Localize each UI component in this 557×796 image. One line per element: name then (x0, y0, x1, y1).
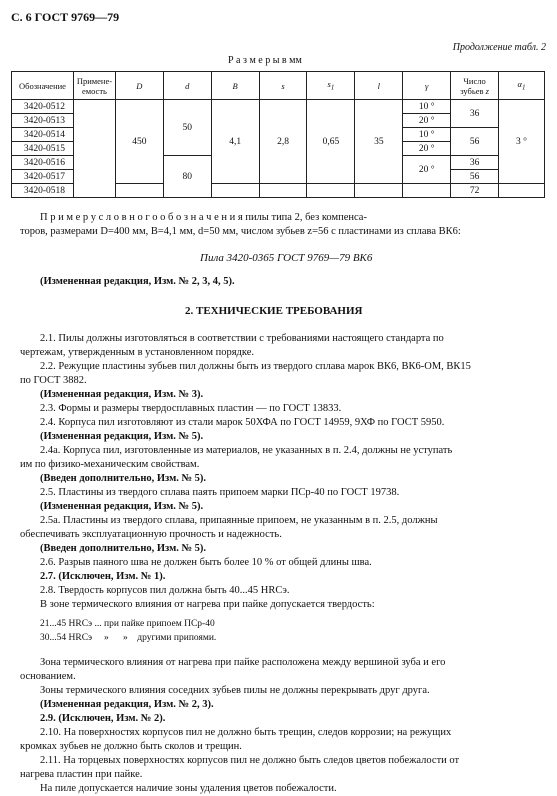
edition-note: (Введен дополнительно, Изм. № 5). (40, 543, 207, 554)
teeth-cell: 72 (451, 184, 499, 198)
example-line-1: П р и м е р у с л о в н о г о о б о з н а ч е н и я пилы типа 2, без компенса- (40, 212, 367, 223)
paragraph-line: 2.5. Пластины из твердого сплава паять припоем марки ПСр-40 по ГОСТ 19738. (40, 487, 400, 498)
paragraph-line: 2.6. Разрыв паяного шва не должен быть более 10 % от общей длины шва. (40, 557, 372, 568)
paragraph-line: 2.10. На поверхностях корпусов пил не должно быть трещин, следов коррозии; на режущих (40, 727, 452, 738)
paragraph-line: им по физико-механическим свойствам. (20, 459, 200, 470)
teeth-cell: 36 (451, 156, 499, 170)
application-cell (73, 100, 115, 198)
s-cell-empty (259, 184, 307, 198)
paragraph-line: нагрева пластин при пайке. (20, 769, 143, 780)
paragraph-line: 2.8. Твердость корпусов пил должна быть 40...45 HRCэ. (40, 585, 290, 596)
header-B: B (211, 72, 259, 100)
alpha-cell: 3 ° (499, 100, 545, 184)
header-D: D (115, 72, 163, 100)
header-application: Примене- емость (73, 72, 115, 100)
example-designation: Пила 3420-0365 ГОСТ 9769—79 ВК6 (200, 252, 373, 264)
header-l: l (355, 72, 403, 100)
designation-cell: 3420-0515 (12, 142, 74, 156)
header-alpha: $\alpha_1$ (499, 72, 545, 100)
dimensions-table (11, 71, 545, 198)
gamma-cell: 10 ° (403, 100, 451, 114)
edition-note: (Измененная редакция, Изм. № 5). (40, 501, 204, 512)
paragraph-line: 2.7. (Исключен, Изм. № 1). (40, 571, 166, 582)
header-teeth: Число зубьев z (451, 72, 499, 100)
designation-cell: 3420-0516 (12, 156, 74, 170)
hardness-line-2: 30...54 HRCэ » » другими припоями. (40, 633, 217, 643)
header-gamma: γ (403, 72, 451, 100)
d-cell: 50 (163, 100, 211, 156)
s-cell: 2,8 (259, 100, 307, 184)
designation-cell: 3420-0514 (12, 128, 74, 142)
paragraph-line: Зона термического влияния от нагрева при пайке расположена между вершиной зуба и его (40, 657, 446, 668)
s1-cell: 0,65 (307, 100, 355, 184)
paragraph-line: основанием. (20, 671, 76, 682)
hardness-line-1: 21...45 HRCэ ... при пайке припоем ПСр-40 (40, 619, 215, 629)
paragraph-line: 2.1. Пилы должны изготовляться в соответствии с требованиями настоящего стандарта по (40, 333, 444, 344)
B-cell: 4,1 (211, 100, 259, 184)
designation-cell: 3420-0518 (12, 184, 74, 198)
teeth-cell: 36 (451, 100, 499, 128)
gamma-cell: 20 ° (403, 142, 451, 156)
example-edition-note: (Измененная редакция, Изм. № 2, 3, 4, 5). (40, 276, 235, 287)
table-header-row (12, 72, 545, 100)
header-d: d (163, 72, 211, 100)
designation-cell: 3420-0513 (12, 114, 74, 128)
paragraph-line: по ГОСТ 3882. (20, 375, 87, 386)
designation-cell: 3420-0512 (12, 100, 74, 114)
example-line-2: торов, размерами D=400 мм, B=4,1 мм, d=50 мм, числом зубьев z=56 с пластинами из сплава ВК6: (20, 226, 461, 237)
paragraph-line: 2.5а. Пластины из твердого сплава, припаянные припоем, не указанным в п. 2.5, должны (40, 515, 438, 526)
paragraph-line: 2.3. Формы и размеры твердосплавных пластин — по ГОСТ 13833. (40, 403, 342, 414)
gamma-cell: 10 ° (403, 128, 451, 142)
header-s: s (259, 72, 307, 100)
gamma-cell-empty (403, 184, 451, 198)
paragraph-line: обеспечивать эксплуатационную прочность и надежность. (20, 529, 282, 540)
designation-cell: 3420-0517 (12, 170, 74, 184)
units-caption: Р а з м е р ы в мм (228, 55, 302, 66)
alpha-cell-empty (499, 184, 545, 198)
table-continuation-label: Продолжение табл. 2 (452, 42, 546, 53)
table-row (12, 100, 545, 114)
teeth-cell: 56 (451, 128, 499, 156)
paragraph-line: чертежам, утвержденным в установленном порядке. (20, 347, 255, 358)
teeth-cell: 56 (451, 170, 499, 184)
D-cell: 450 (115, 100, 163, 184)
paragraph-line: На пиле допускается наличие зоны удаления цветов побежалости. (40, 783, 337, 794)
edition-note: (Измененная редакция, Изм. № 3). (40, 389, 204, 400)
B-cell-empty (211, 184, 259, 198)
d-cell: 80 (163, 156, 211, 198)
section-title: 2. ТЕХНИЧЕСКИЕ ТРЕБОВАНИЯ (185, 305, 363, 317)
paragraph-line: В зоне термического влияния от нагрева при пайке допускается твердость: (40, 599, 375, 610)
gamma-cell: 20 ° (403, 114, 451, 128)
paragraph-line: Зоны термического влияния соседних зубьев пилы не должны перекрывать друг друга. (40, 685, 430, 696)
paragraph-line: кромках зубьев не должно быть сколов и трещин. (20, 741, 242, 752)
paragraph-line: 2.9. (Исключен, Изм. № 2). (40, 713, 166, 724)
paragraph-line: 2.4а. Корпуса пил, изготовленные из материалов, не указанных в п. 2.4, должны не уступать (40, 445, 453, 456)
paragraph-line: 2.11. На торцевых поверхностях корпусов пил не должно быть следов цветов побежалости от (40, 755, 460, 766)
page-header: С. 6 ГОСТ 9769—79 (11, 10, 120, 24)
paragraph-line: 2.4. Корпуса пил изготовляют из стали марок 50ХФА по ГОСТ 14959, 9ХФ по ГОСТ 5950. (40, 417, 445, 428)
s1-cell-empty (307, 184, 355, 198)
l-cell: 35 (355, 100, 403, 184)
gamma-cell: 20 ° (403, 156, 451, 184)
header-s1: $s_1$ (307, 72, 355, 100)
edition-note: (Измененная редакция, Изм. № 5). (40, 431, 204, 442)
edition-note: (Введен дополнительно, Изм. № 5). (40, 473, 207, 484)
header-designation: Обозначение (12, 72, 74, 100)
edition-note: (Измененная редакция, Изм. № 2, 3). (40, 699, 214, 710)
l-cell-empty (355, 184, 403, 198)
paragraph-line: 2.2. Режущие пластины зубьев пил должны быть из твердого сплава марок ВК6, ВК6-ОМ, ВК15 (40, 361, 471, 372)
D-cell-empty (115, 184, 163, 198)
